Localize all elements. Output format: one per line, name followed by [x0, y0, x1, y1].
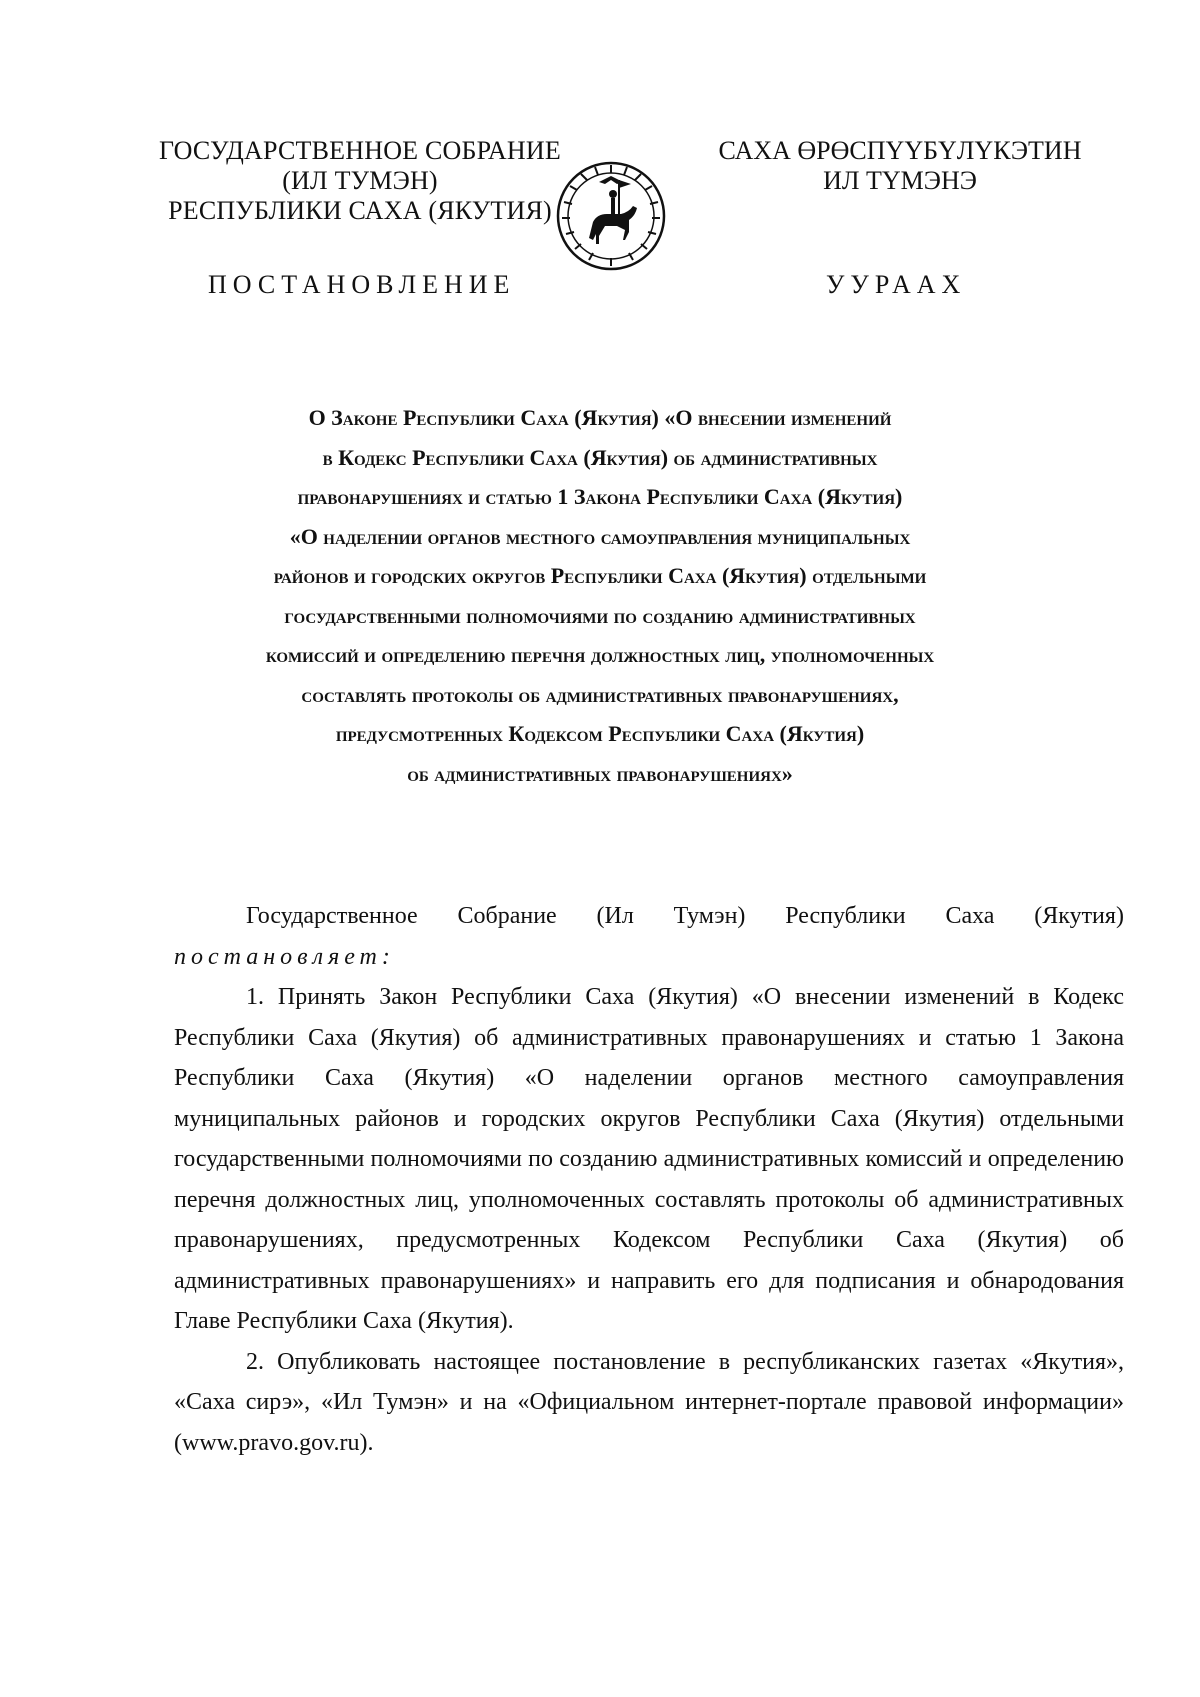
intro-line — [174, 896, 1124, 937]
title-line: государственными полномочиями по созданию административных — [284, 602, 916, 628]
header-right-line: ИЛ ТҮМЭНЭ — [823, 166, 977, 195]
header-right-block — [715, 136, 1085, 196]
title-line: об административных правонарушениях» — [407, 760, 793, 786]
title-line: составлять протоколы об административных правонарушениях, — [301, 681, 899, 707]
header-left-line: РЕСПУБЛИКИ САХА (ЯКУТИЯ) — [168, 196, 552, 225]
title-line: предусмотренных Кодексом Республики Саха (Якутия) — [335, 721, 865, 746]
decree-title-sakha: УУРААХ — [826, 270, 967, 299]
intro-word: (Ил — [596, 903, 634, 929]
paragraph-2: 2. Опубликовать настоящее постановление в республиканских газетах «Якутия», «Саха сирэ», «Ил Тумэн» и на «Официальном интернет-портале правовой информации» (www.pravo.gov.ru). — [174, 1348, 1124, 1456]
intro-word: Собрание — [457, 903, 557, 929]
title-line: в Кодекс Республики Саха (Якутия) об административных — [322, 444, 878, 470]
paragraph-1: 1. Принять Закон Республики Саха (Якутия) «О внесении изменений в Кодекс Республики Саха (Якутия) об административных правонарушениях и статью 1 Закона Республики Саха (Якутия) «О наделении органов местного самоуправления муниципальных районов и городских округов Республики Саха (Якутия) отдельными государственными полномочиями по созданию административных комиссий и определению перечня должностных лиц, уполномоченных составлять протоколы об административных правонарушениях, предусмотренных Кодексом Республики Саха (Якутия) об административных правонарушениях» и направить его для подписания и обнародования Главе Республики Саха (Якутия). — [174, 984, 1124, 1334]
intro-word: Тумэн) — [673, 903, 746, 929]
intro-word: Государственное — [246, 903, 418, 929]
header-left-line: ГОСУДАРСТВЕННОЕ СОБРАНИЕ — [159, 136, 561, 165]
coat-of-arms-icon — [555, 160, 667, 272]
title-line: правонарушениях и статью 1 Закона Республики Саха (Якутия) — [297, 484, 903, 509]
title-line: «О наделении органов местного самоуправления муниципальных — [289, 523, 911, 549]
document-title — [120, 398, 1080, 793]
intro-word: Саха — [945, 903, 995, 929]
header-left-line: (ИЛ ТУМЭН) — [282, 166, 438, 195]
intro-word: (Якутия) — [1034, 903, 1124, 929]
intro-word: Республики — [785, 903, 906, 929]
title-line: районов и городских округов Республики Саха (Якутия) отдельными — [273, 563, 927, 588]
title-line: О Законе Республики Саха (Якутия) «О внесении изменений — [308, 405, 892, 430]
title-line: комиссий и определению перечня должностных лиц, уполномоченных — [265, 642, 935, 667]
header-right-line: САХА ӨРӨСПҮҮБҮЛҮКЭТИН — [718, 136, 1082, 165]
decree-title-ru: ПОСТАНОВЛЕНИЕ — [208, 270, 516, 299]
intro-verb: постановляет: — [174, 943, 395, 970]
header-left-block — [150, 136, 570, 226]
document-body — [174, 896, 1124, 1463]
